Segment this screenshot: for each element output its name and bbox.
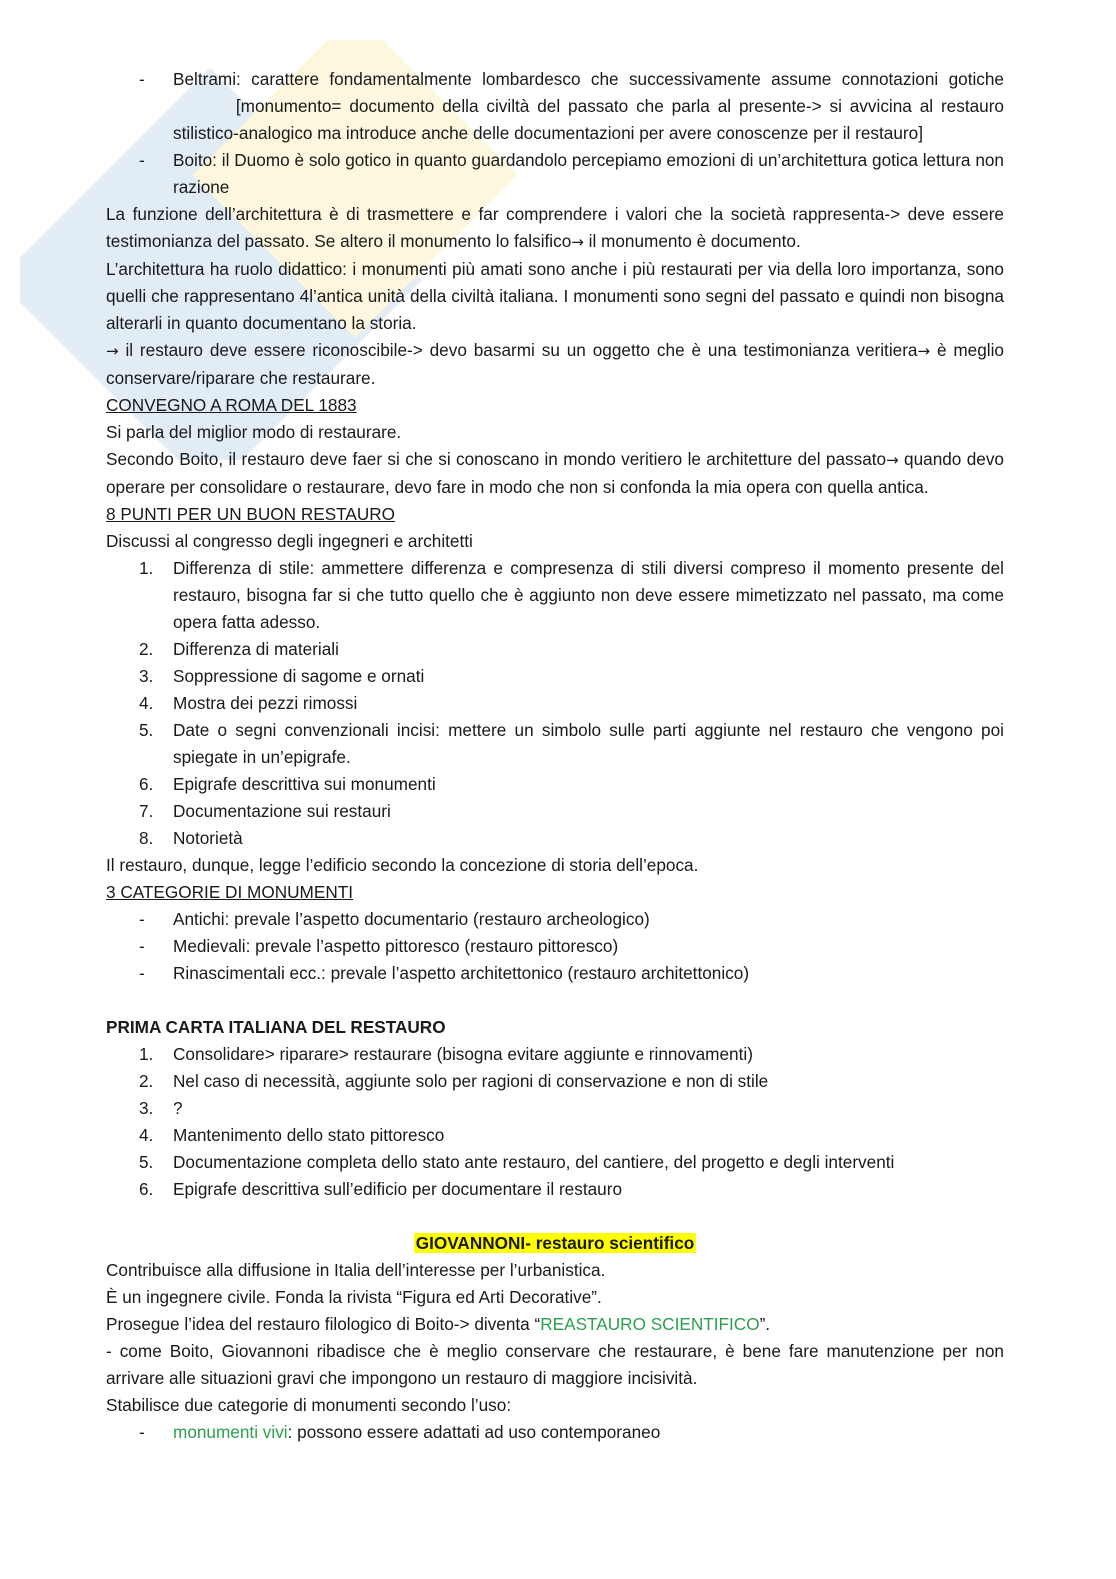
list-number: 6. <box>139 774 154 794</box>
heading-giovannoni: GIOVANNONI- restauro scientifico <box>415 1233 695 1253</box>
list-item <box>106 1419 1004 1446</box>
bullet-dash: - <box>139 150 145 170</box>
list-text: Medievali: prevale l’aspetto pittoresco (restauro pittoresco) <box>173 936 619 956</box>
list-item <box>106 933 1004 960</box>
list-number: 6. <box>139 1179 154 1199</box>
list-item <box>106 798 1004 825</box>
list-number: 1. <box>139 558 154 578</box>
list-item <box>106 1041 1004 1068</box>
list-number: 3. <box>139 1098 154 1118</box>
list-number: 1. <box>139 1044 154 1064</box>
list-number: 5. <box>139 720 154 740</box>
bullet-dash: - <box>139 936 145 956</box>
green-term: monumenti vivi <box>173 1422 288 1442</box>
list-text: Documentazione sui restauri <box>173 801 391 821</box>
arrow-icon: → <box>571 233 584 251</box>
paragraph-text: il restauro deve essere riconoscibile-> devo basarmi su un oggetto che è una testimonianza veritiera <box>118 340 918 360</box>
list-text: Consolidare> riparare> restaurare (bisogna evitare aggiunte e rinnovamenti) <box>173 1044 753 1064</box>
list-text: Nel caso di necessità, aggiunte solo per ragioni di conservazione e non di stile <box>173 1071 769 1091</box>
otto-punti-conclusion: Il restauro, dunque, legge l’edificio secondo la concezione di storia dell’epoca. <box>106 855 699 875</box>
list-text: Date o segni convenzionali incisi: mettere un simbolo sulle parti aggiunte nel restauro che vengono poi spiegate in un’epigrafe. <box>173 720 1004 767</box>
tre-categorie-list <box>106 906 1004 987</box>
list-text: Differenza di materiali <box>173 639 339 659</box>
list-text: ? <box>173 1098 183 1118</box>
giovannoni-line: Contribuisce alla diffusione in Italia dell’interesse per l’urbanistica. <box>106 1260 606 1280</box>
giovannoni-list <box>106 1419 1004 1446</box>
list-text: Notorietà <box>173 828 243 848</box>
convegno-line: Si parla del miglior modo di restaurare. <box>106 422 402 442</box>
giovannoni-line <box>106 1311 1004 1338</box>
list-item <box>106 771 1004 798</box>
paragraph-text: ”. <box>759 1314 771 1334</box>
list-number: 5. <box>139 1152 154 1172</box>
list-text: Rinascimentali ecc.: prevale l’aspetto architettonico (restauro architettonico) <box>173 963 750 983</box>
heading-prima-carta: PRIMA CARTA ITALIANA DEL RESTAURO <box>106 1017 446 1037</box>
list-text: Antichi: prevale l’aspetto documentario (restauro archeologico) <box>173 909 650 929</box>
bullet-dash: - <box>139 909 145 929</box>
list-item <box>106 663 1004 690</box>
list-item <box>106 1149 1004 1176</box>
list-number: 8. <box>139 828 154 848</box>
list-number: 2. <box>139 639 154 659</box>
paragraph-text: Prosegue l’idea del restauro filologico di Boito-> diventa “ <box>106 1314 541 1334</box>
giovannoni-line: Stabilisce due categorie di monumenti secondo l’uso: <box>106 1395 512 1415</box>
arrow-icon: → <box>106 342 119 360</box>
list-item <box>106 147 1004 201</box>
paragraph-didattico: L’architettura ha ruolo didattico: i monumenti più amati sono anche i più restaurati per via della loro importanza, sono quelli che rappresentano 4l’antica unità della civiltà italiana. I monumenti sono segni del passato e quindi non bisogna alterarli in quanto documentano la storia. <box>106 259 1004 333</box>
spacer <box>106 987 1004 1014</box>
list-item <box>106 555 1004 636</box>
paragraph-funzione <box>106 201 1004 256</box>
paragraph-riconoscibile <box>106 337 1004 392</box>
list-text: Documentazione completa dello stato ante restauro, del cantiere, del progetto e degli interventi <box>173 1152 895 1172</box>
giovannoni-line: - come Boito, Giovannoni ribadisce che è meglio conservare che restaurare, è bene fare manutenzione per non arrivare alle situazioni gravi che impongono un restauro di maggiore incisività. <box>106 1341 1004 1388</box>
document-page <box>106 66 1004 1446</box>
list-item <box>106 1176 1004 1203</box>
list-text: Epigrafe descrittiva sull’edificio per documentare il restauro <box>173 1179 622 1199</box>
heading-otto-punti: 8 PUNTI PER UN BUON RESTAURO <box>106 504 396 524</box>
list-number: 3. <box>139 666 154 686</box>
list-text: : possono essere adattati ad uso contemporaneo <box>287 1422 661 1442</box>
list-item <box>106 66 1004 147</box>
list-item <box>106 1068 1004 1095</box>
paragraph-text: La funzione dell’architettura è di trasmettere e far comprendere i valori che la società rappresenta-> deve essere testimonianza del passato. Se altero il monumento lo falsifico <box>106 204 1004 251</box>
list-number: 7. <box>139 801 154 821</box>
arrow-icon: → <box>917 342 931 360</box>
list-text: Differenza di stile: ammettere differenza e compresenza di stili diversi compreso il momento presente del restauro, bisogna far si che tutto quello che è aggiunto non deve essere mimetizzato nel passato, ma come opera fatta adesso. <box>173 558 1004 632</box>
list-item <box>106 960 1004 987</box>
paragraph-text: Secondo Boito, il restauro deve faer si che si conoscano in mondo veritiero le architetture del passato <box>106 449 887 469</box>
list-number: 2. <box>139 1071 154 1091</box>
list-text: Epigrafe descrittiva sui monumenti <box>173 774 436 794</box>
otto-punti-intro: Discussi al congresso degli ingegneri e architetti <box>106 531 473 551</box>
spacer <box>106 1203 1004 1230</box>
heading-convegno: CONVEGNO A ROMA DEL 1883 <box>106 395 357 415</box>
beltrami-boito-list <box>106 66 1004 201</box>
list-item <box>106 717 1004 771</box>
list-item <box>106 1122 1004 1149</box>
convegno-line <box>106 446 1004 501</box>
list-item <box>106 825 1004 852</box>
list-item <box>106 690 1004 717</box>
giovannoni-line: È un ingegnere civile. Fonda la rivista “Figura ed Arti Decorative”. <box>106 1287 602 1307</box>
boito-text: Boito: il Duomo è solo gotico in quanto guardandolo percepiamo emozioni di un’architettura gotica lettura non razione <box>173 150 1004 197</box>
bullet-dash: - <box>139 69 145 89</box>
otto-punti-list <box>106 555 1004 852</box>
heading-tre-categorie: 3 CATEGORIE DI MONUMENTI <box>106 882 354 902</box>
green-term: REASTAURO SCIENTIFICO <box>540 1314 760 1334</box>
paragraph-text: quando devo operare per consolidare o restaurare, devo fare in modo che non si confonda la mia opera con quella antica. <box>106 449 1004 497</box>
arrow-icon: → <box>886 451 899 469</box>
prima-carta-list <box>106 1041 1004 1203</box>
list-text: Soppressione di sagome e ornati <box>173 666 425 686</box>
list-item <box>106 1095 1004 1122</box>
list-text: Mostra dei pezzi rimossi <box>173 693 358 713</box>
list-item <box>106 636 1004 663</box>
list-number: 4. <box>139 1125 154 1145</box>
heading-giovannoni-wrap <box>106 1230 1004 1257</box>
beltrami-text: Beltrami: carattere fondamentalmente lombardesco che successivamente assume connotazioni gotiche [monumento= documento della civiltà del passato che parla al presente-> si avvicina al restauro stilistico-analogico ma introduce anche delle documentazioni per avere conoscenze per il restauro] <box>173 69 1004 143</box>
paragraph-text: il monumento è documento. <box>583 231 801 251</box>
paragraph-text: è meglio conservare/riparare che restaurare. <box>106 340 1004 388</box>
list-text: Mantenimento dello stato pittoresco <box>173 1125 445 1145</box>
bullet-dash: - <box>139 1422 145 1442</box>
list-item <box>106 906 1004 933</box>
list-number: 4. <box>139 693 154 713</box>
bullet-dash: - <box>139 963 145 983</box>
